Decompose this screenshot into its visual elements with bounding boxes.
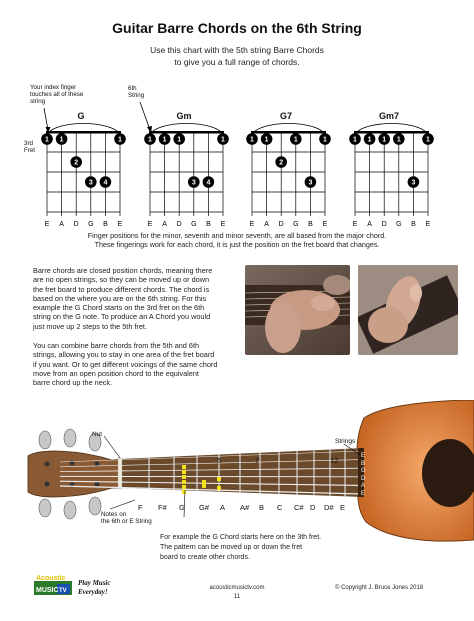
strings-label: Strings: [335, 438, 356, 445]
g-chord-example-text: For example the G Chord starts here on the 3th fret. The pattern can be moved up or down the fret board to create other chords.: [160, 534, 322, 561]
note-name: C#: [294, 503, 304, 512]
finger-number: 1: [162, 136, 167, 144]
page-title: Guitar Barre Chords on the 6th String: [112, 20, 362, 36]
string-name-label: A: [162, 221, 167, 228]
string-name-label: E: [249, 221, 255, 228]
string-letter: D: [361, 475, 366, 482]
string-name-label: D: [278, 221, 284, 228]
string-name-label: E: [117, 221, 123, 228]
note-name: C: [277, 503, 283, 512]
string-name-label: A: [264, 221, 269, 228]
finger-number: 3: [411, 179, 416, 187]
finger-number: 1: [426, 136, 430, 144]
finger-number: 1: [367, 136, 372, 144]
chord-name-3: Gm7: [378, 111, 399, 121]
finger-number: 1: [221, 136, 225, 144]
fret-top-bar: [149, 131, 224, 134]
finger-number: 1: [323, 136, 327, 144]
finger-number: 4: [206, 179, 211, 187]
string-letter: E: [361, 453, 366, 459]
g-chord-position-dot: [202, 484, 206, 488]
note-name: D: [310, 503, 316, 512]
string-name-label: E: [147, 221, 153, 228]
note-name: A: [220, 503, 226, 512]
g-chord-position-dot: [182, 475, 186, 479]
index-finger-note: Your index finger touches all of these string: [30, 84, 84, 105]
hand-photo-front: [245, 265, 350, 355]
third-fret-note: 3rd Fret: [24, 140, 36, 154]
fret-top-bar: [46, 131, 121, 134]
g-chord-position-dot: [217, 486, 221, 490]
string-name-label: E: [322, 221, 328, 228]
barre-paragraph: Barre chords are closed position chords, meaning there are no open strings, so they can be moved up or down the fret board to produce different chords. The chord is based on the where you are on the 6th string. For this example the G Chord starts on the 3rd fret on the 6th string on the G note. To produce an A Chord you would just move up 2 steps to the 5th fret.: [33, 266, 213, 331]
logo-tv-text: TV: [59, 588, 67, 594]
subtitle-line-2: to give you a full range of chords.: [174, 57, 300, 67]
g-chord-position-dot: [182, 485, 186, 489]
chord-diagram-3: [347, 118, 437, 228]
finger-number: 4: [103, 179, 108, 187]
fret-top-bar: [354, 131, 429, 134]
g-chord-position-dot: [182, 480, 186, 484]
guitar-neck-illustration: [0, 400, 474, 550]
hand-photo-side: [358, 265, 458, 355]
footer-site: acousticmusictv.com: [209, 585, 265, 591]
string-name-label: A: [59, 221, 64, 228]
string-letter: E: [361, 491, 366, 497]
finger-number: 3: [88, 179, 93, 187]
string-name-label: D: [176, 221, 182, 228]
g-chord-position-dot: [182, 470, 186, 474]
string-letter: G: [361, 468, 366, 475]
logo-acoustic-text: Acoustic: [36, 575, 66, 582]
fret-number: 7: [255, 456, 260, 465]
string-name-label: A: [367, 221, 372, 228]
finger-number: 1: [353, 136, 357, 144]
note-name: D#: [324, 503, 334, 512]
note-name: B: [259, 503, 265, 512]
finger-text-2: These fingerings work for each chord, it is just the position on the fret board that changes.: [94, 240, 380, 249]
sixth-string-note: 6th String: [128, 85, 145, 99]
string-name-label: G: [88, 221, 94, 228]
finger-number: 1: [177, 136, 182, 144]
chord-diagram-2: [244, 118, 334, 228]
finger-number: 1: [148, 136, 152, 144]
footer-page-number: 11: [233, 594, 241, 600]
string-name-label: E: [352, 221, 358, 228]
string-name-label: B: [308, 221, 313, 228]
finger-number: 1: [382, 136, 387, 144]
string-name-label: E: [44, 221, 50, 228]
string-name-label: D: [381, 221, 387, 228]
subtitle-line-1: Use this chart with the 5th string Barre Chords: [150, 45, 324, 55]
footer-copyright: © Copyright J. Bruce Jones 2018: [335, 585, 424, 591]
g-chord-position-dot: [217, 477, 221, 481]
nut-label: Nut: [92, 431, 103, 438]
string-letter: A: [361, 483, 366, 490]
slogan-line-1: Play Music: [78, 579, 111, 587]
logo-music-text: MUSIC: [36, 587, 59, 594]
string-name-label: G: [396, 221, 402, 228]
finger-number: 1: [45, 136, 49, 144]
fret-number: 5: [217, 456, 222, 465]
fret-top-bar: [251, 131, 326, 134]
finger-number: 1: [118, 136, 122, 144]
note-name: G: [179, 503, 185, 512]
g-chord-position-dot: [182, 490, 186, 494]
chord-diagram-0: [39, 118, 129, 228]
note-name: F: [138, 503, 143, 512]
string-name-label: B: [103, 221, 108, 228]
note-name: E: [340, 503, 346, 512]
string-name-label: B: [206, 221, 211, 228]
finger-number: 3: [308, 179, 313, 187]
finger-number: 1: [293, 136, 298, 144]
chord-diagram-1: [142, 118, 232, 228]
string-name-label: G: [293, 221, 299, 228]
finger-number: 2: [74, 159, 79, 167]
note-name: A#: [240, 503, 250, 512]
finger-text-1: Finger positions for the minor, seventh and minor seventh, are all based from the major chord.: [87, 231, 387, 240]
finger-number: 3: [191, 179, 196, 187]
g-chord-position-dot: [182, 465, 186, 469]
note-name: G#: [199, 503, 210, 512]
finger-number: 2: [279, 159, 284, 167]
string-name-label: E: [425, 221, 431, 228]
chord-name-1: Gm: [176, 111, 192, 121]
combine-paragraph: You can combine barre chords from the 5th and 6th strings, allowing you to stay in one area of the fret board if you want. Or to get different voicings of the same chord move from an open position chord to the equivalent barre chord up the neck.: [33, 341, 218, 388]
string-name-label: G: [191, 221, 197, 228]
slogan-line-2: Everyday!: [78, 588, 108, 596]
chord-name-0: G: [77, 111, 85, 121]
chord-name-2: G7: [279, 111, 292, 121]
finger-number: 1: [250, 136, 254, 144]
note-name: F#: [158, 503, 167, 512]
finger-number: 1: [264, 136, 269, 144]
finger-number: 1: [396, 136, 401, 144]
notes-on-sixth-string-label: Notes on the 6th or E String: [101, 511, 152, 525]
g-chord-position-dot: [202, 480, 206, 484]
string-name-label: D: [73, 221, 79, 228]
string-name-label: E: [220, 221, 226, 228]
string-letter: B: [361, 460, 366, 467]
finger-number: 1: [59, 136, 64, 144]
string-name-label: B: [411, 221, 416, 228]
fret-number: 12: [330, 456, 339, 465]
